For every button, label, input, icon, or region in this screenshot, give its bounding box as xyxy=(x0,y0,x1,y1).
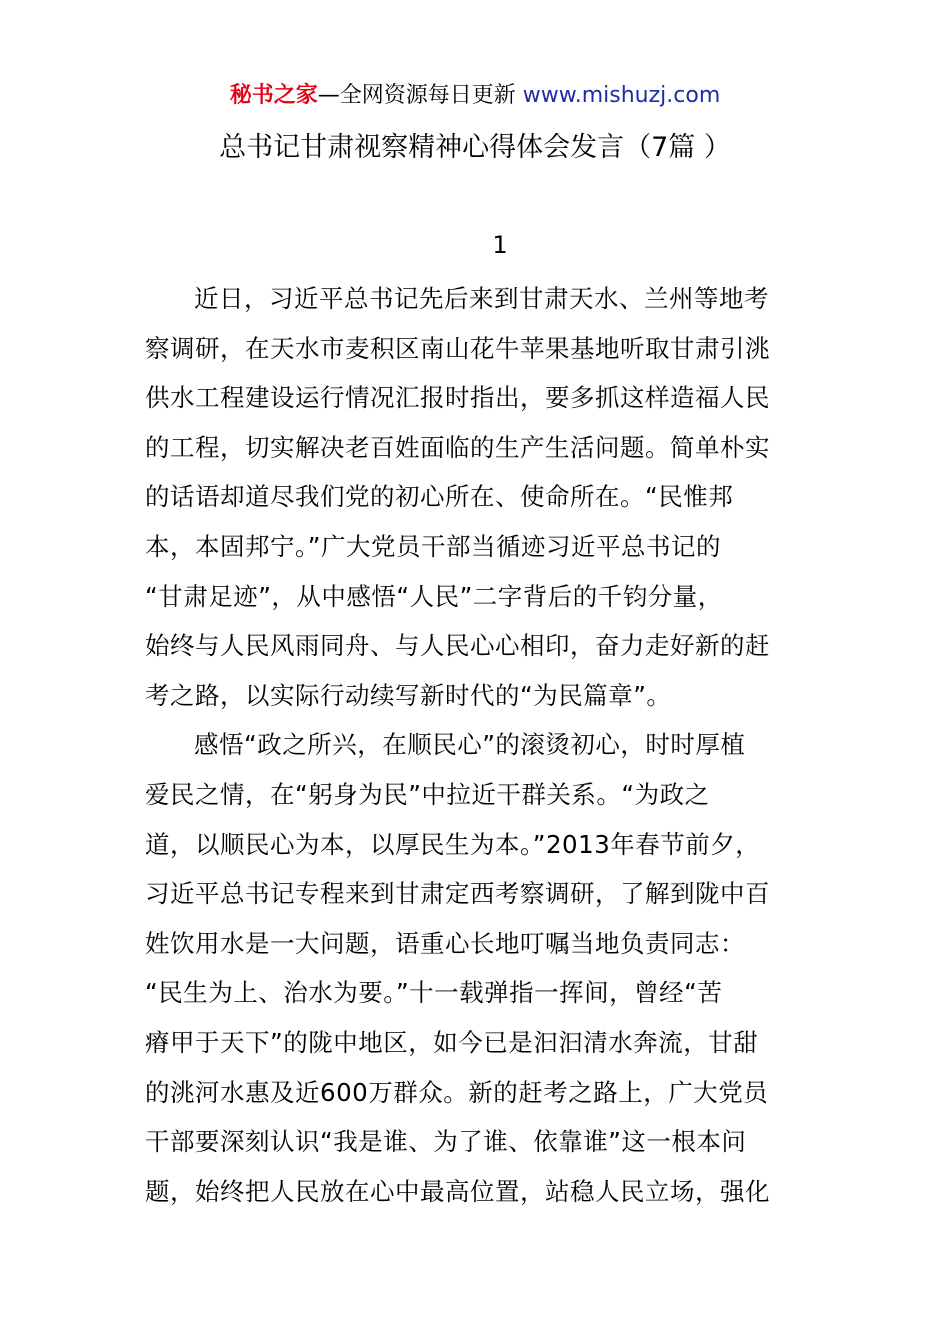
paragraph-line: 考之路，以实际行动续写新时代的“为民篇章”。 xyxy=(145,680,672,710)
paragraph-line: “甘肃足迹”，从中感悟“人民”二字背后的千钧分量， xyxy=(145,581,723,611)
paragraph-line: 道，以顺民心为本，以厚民生为本。”2013年春节前夕， xyxy=(145,829,761,859)
paragraph-line: 题，始终把人民放在心中最高位置，站稳人民立场，强化 xyxy=(145,1176,770,1206)
paragraph-line: 习近平总书记专程来到甘肃定西考察调研，了解到陇中百 xyxy=(145,879,770,909)
section-number: 1 xyxy=(492,231,508,259)
paragraph-line: 的洮河水惠及近600万群众。新的赶考之路上，广大党员 xyxy=(145,1077,769,1107)
paragraph-line: “民生为上、治水为要。”十一载弹指一挥间，曾经“苦 xyxy=(145,978,723,1008)
document-title: 总书记甘肃视察精神心得体会发言（7篇 ） xyxy=(219,132,731,163)
paragraph-line: 瘠甲于天下”的陇中地区，如今已是汩汩清水奔流，甘甜 xyxy=(145,1027,759,1057)
site-url-link[interactable]: www.mishuzj.com xyxy=(522,83,721,108)
paragraph-line: 始终与人民风雨同舟、与人民心心相印，奋力走好新的赶 xyxy=(145,631,770,661)
paragraph-line: 供水工程建设运行情况汇报时指出，要多抓这样造福人民 xyxy=(145,383,770,413)
paragraph-line: 的话语却道尽我们党的初心所在、使命所在。“民惟邦 xyxy=(145,482,734,512)
paragraph-line: 本，本固邦宁。”广大党员干部当循迹习近平总书记的 xyxy=(145,531,721,561)
paragraph-line: 姓饮用水是一大问题，语重心长地叮嘱当地负责同志： xyxy=(145,928,745,958)
document-body xyxy=(145,274,810,1216)
site-tagline: —全网资源每日更新 xyxy=(317,83,523,108)
paragraph-line: 感悟“政之所兴，在顺民心”的滚烫初心，时时厚植 xyxy=(194,730,746,760)
site-brand: 秘书之家 xyxy=(229,83,318,108)
paragraph-line: 干部要深刻认识“我是谁、为了谁、依靠谁”这一根本问 xyxy=(145,1127,747,1157)
paragraph-line: 爱民之情，在“躬身为民”中拉近干群关系。“为政之 xyxy=(145,779,710,809)
site-header xyxy=(0,80,950,112)
paragraph-line: 的工程，切实解决老百姓面临的生产生活问题。简单朴实 xyxy=(145,432,770,462)
paragraph-line: 察调研，在天水市麦积区南山花牛苹果基地听取甘肃引洮 xyxy=(145,333,770,363)
paragraph-line: 近日，习近平总书记先后来到甘肃天水、兰州等地考 xyxy=(194,284,769,313)
